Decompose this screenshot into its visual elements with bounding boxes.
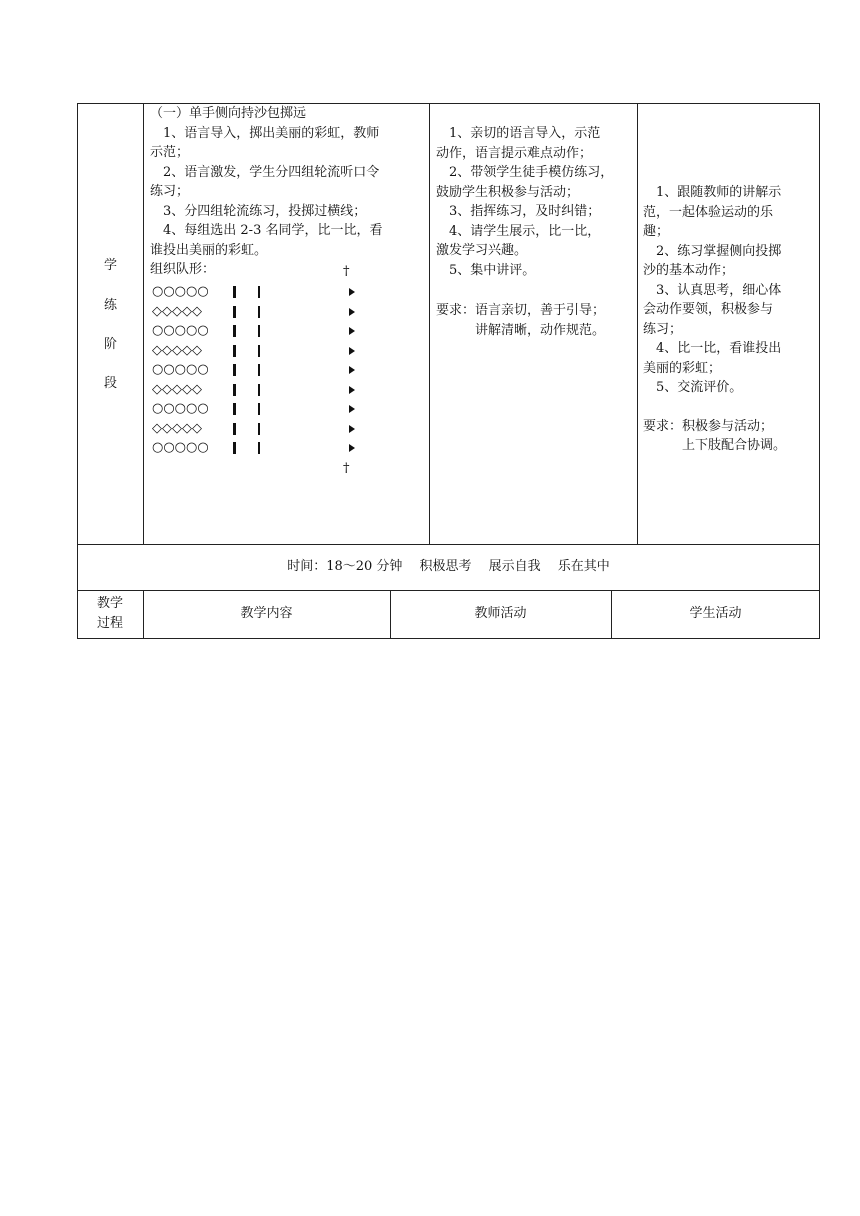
teacher-line: 4、请学生展示，比一比， xyxy=(436,223,601,239)
throw-line-thin xyxy=(258,364,260,376)
teacher-line: 2、带领学生徒手模仿练习， xyxy=(436,165,614,180)
student-requirement: 要求：积极参与活动； xyxy=(643,418,774,434)
student-line: 沙的基本动作； xyxy=(643,263,735,278)
start-line-thick xyxy=(233,423,236,435)
header-teacher-activity: 教师活动 xyxy=(474,606,527,621)
flag-marker-bottom: † xyxy=(343,461,350,476)
teacher-line: 1、亲切的语言导入，示范 xyxy=(436,126,601,141)
student-requirement: 上下肢配合协调。 xyxy=(643,438,787,453)
start-line-thick xyxy=(233,364,236,376)
teacher-requirement: 讲解清晰，动作规范。 xyxy=(436,322,606,338)
content-line: 示范； xyxy=(150,145,190,160)
formation-row: ○○○○○ xyxy=(152,323,209,338)
formation-row: ◇◇◇◇◇ xyxy=(152,382,202,397)
arrow-marker xyxy=(349,347,355,355)
teacher-line: 激发学习兴趣。 xyxy=(436,243,528,258)
formation-row: ◇◇◇◇◇ xyxy=(152,421,202,436)
header-process-line-2: 过程 xyxy=(96,616,123,631)
content-line: 3、分四组轮流练习，投掷过横线； xyxy=(150,203,367,219)
time-row-text: 时间：18～20 分钟 积极思考 展示自我 乐在其中 xyxy=(287,559,610,574)
divider-time-row-bottom xyxy=(77,590,820,591)
content-title: （一）单手侧向持沙包掷远 xyxy=(150,106,307,121)
start-line-thick xyxy=(233,442,236,454)
teacher-line xyxy=(436,280,634,301)
throw-line-thin xyxy=(258,325,260,337)
section-label-char-4: 段 xyxy=(103,376,117,391)
content-line: 2、语言激发，学生分四组轮流听口令 xyxy=(150,164,380,180)
divider-time-row-top xyxy=(77,544,820,545)
start-line-thick xyxy=(233,325,236,337)
throw-line-thin xyxy=(258,286,260,298)
divider-content-col xyxy=(429,103,430,544)
student-line: 1、跟随教师的讲解示 xyxy=(643,185,782,200)
teacher-activity-text xyxy=(436,124,634,340)
formation-label: 组织队形： xyxy=(150,262,216,277)
throw-line-thin xyxy=(258,384,260,396)
student-line: 美丽的彩虹； xyxy=(643,360,722,376)
start-line-thick xyxy=(233,286,236,298)
arrow-marker xyxy=(349,308,355,316)
teacher-line: 动作，语言提示难点动作； xyxy=(436,145,593,161)
section-label-char-2: 练 xyxy=(103,298,117,313)
student-line: 会动作要领，积极参与 xyxy=(643,302,774,317)
start-line-thick xyxy=(233,384,236,396)
formation-row: ○○○○○ xyxy=(152,284,209,299)
formation-row: ○○○○○ xyxy=(152,401,209,416)
start-line-thick xyxy=(233,403,236,415)
teacher-line: 鼓励学生积极参与活动； xyxy=(436,184,580,200)
content-line: 练习； xyxy=(150,184,190,199)
student-line: 5、交流评价。 xyxy=(643,380,743,395)
arrow-marker xyxy=(349,425,355,433)
formation-row: ○○○○○ xyxy=(152,440,209,455)
teacher-requirement: 要求：语言亲切，善于引导； xyxy=(436,303,606,318)
student-line xyxy=(643,398,817,417)
arrow-marker xyxy=(349,327,355,335)
header-process-line-1: 教学 xyxy=(96,596,123,611)
arrow-marker xyxy=(349,444,355,452)
formation-row: ◇◇◇◇◇ xyxy=(152,343,202,358)
content-line: 4、每组选出 2-3 名同学，比一比，看 xyxy=(150,223,383,238)
student-line: 4、比一比，看谁投出 xyxy=(643,341,782,356)
start-line-thick xyxy=(233,306,236,318)
arrow-marker xyxy=(349,405,355,413)
arrow-marker xyxy=(349,288,355,296)
start-line-thick xyxy=(233,345,236,357)
flag-marker-top: † xyxy=(343,264,350,279)
student-activity-text xyxy=(643,183,817,456)
header-student-activity: 学生活动 xyxy=(689,606,742,621)
throw-line-thin xyxy=(258,345,260,357)
student-line: 练习； xyxy=(643,321,683,337)
arrow-marker xyxy=(349,386,355,394)
divider-teacher-col xyxy=(637,103,638,544)
header-teaching-content: 教学内容 xyxy=(240,606,293,621)
throw-line-thin xyxy=(258,403,260,415)
header-process-label xyxy=(77,594,143,634)
throw-line-thin xyxy=(258,423,260,435)
throw-line-thin xyxy=(258,442,260,454)
section-label-char-3: 阶 xyxy=(103,337,117,352)
teacher-line: 3、指挥练习，及时纠错； xyxy=(436,204,601,219)
content-line: 谁投出美丽的彩虹。 xyxy=(150,242,268,258)
formation-row: ○○○○○ xyxy=(152,362,209,377)
student-line: 范，一起体验运动的乐 xyxy=(643,204,774,220)
section-label-char-1: 学 xyxy=(103,258,117,273)
formation-row: ◇◇◇◇◇ xyxy=(152,304,202,319)
student-line: 趣； xyxy=(643,224,670,239)
content-line: 1、语言导入，掷出美丽的彩虹，教师 xyxy=(150,125,380,141)
arrow-marker xyxy=(349,366,355,374)
teacher-line: 5、集中讲评。 xyxy=(436,262,536,278)
content-text xyxy=(150,104,426,280)
throw-line-thin xyxy=(258,306,260,318)
student-line: 2、练习掌握侧向投掷 xyxy=(643,243,782,259)
student-line: 3、认真思考，细心体 xyxy=(643,282,782,298)
divider-label-col xyxy=(143,103,144,544)
